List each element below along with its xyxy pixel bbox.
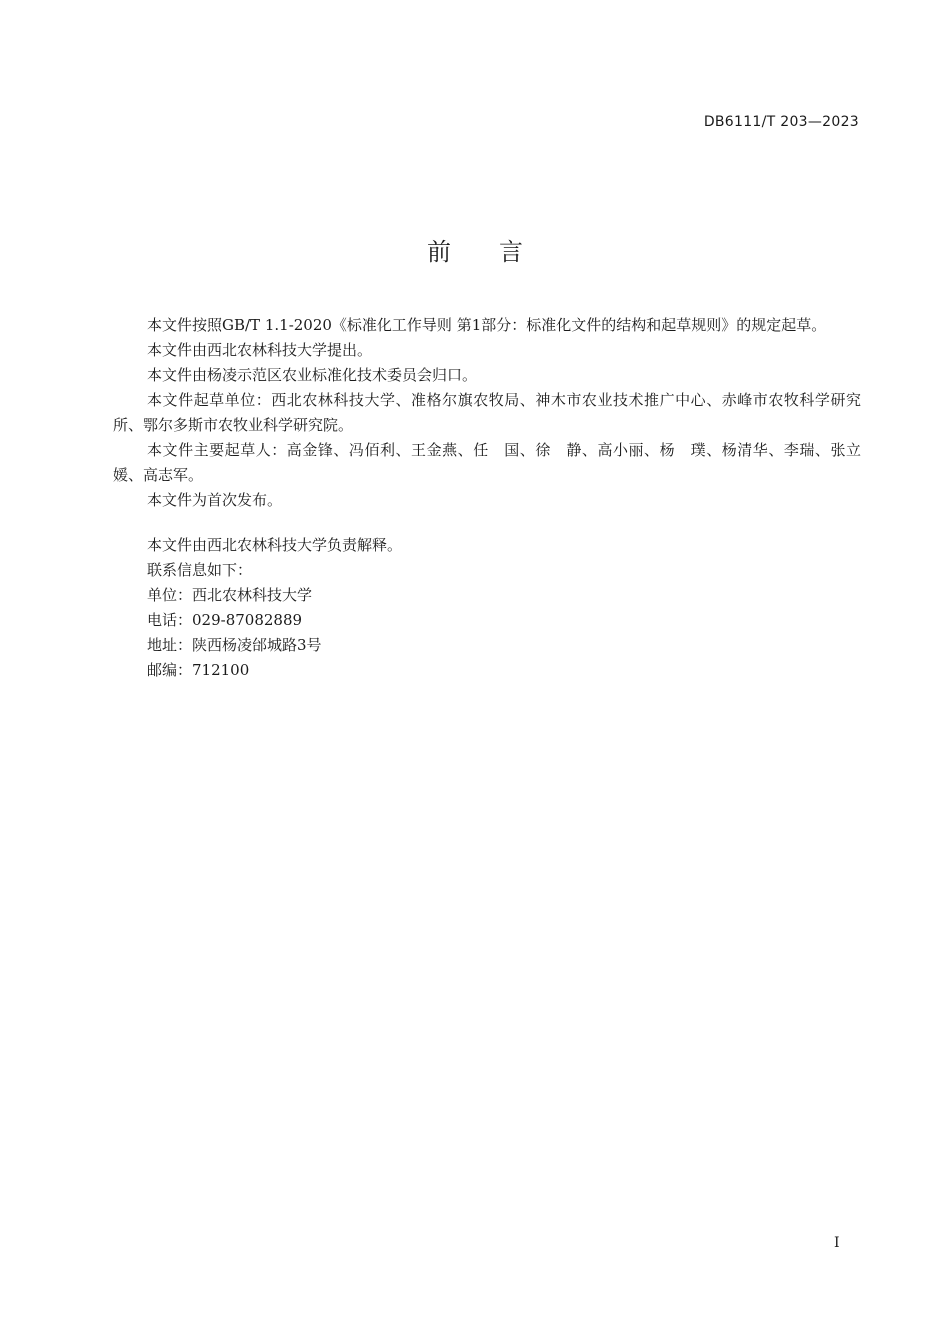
paragraph-drafting-units: 本文件起草单位：西北农林科技大学、准格尔旗农牧局、神木市农业技术推广中心、赤峰市农牧科学研究所、鄂尔多斯市农牧业科学研究院。: [113, 391, 861, 434]
contact-phone: 电话：029-87082889: [147, 611, 303, 629]
paragraph-interpretation: 本文件由西北农林科技大学负责解释。: [147, 536, 403, 554]
document-code: DB6111/T 203—2023: [703, 114, 859, 130]
paragraph-main-drafters: 本文件主要起草人：高金锋、冯佰利、王金燕、任 国、徐 静、高小丽、杨 璞、杨清华、李瑞、张立媛、高志军。: [113, 441, 861, 484]
page-number: I: [834, 1235, 840, 1251]
paragraph-proposer: 本文件由西北农林科技大学提出。: [147, 341, 373, 359]
spacer: [113, 513, 861, 533]
page-title: 前言: [427, 238, 571, 266]
foreword-body: [113, 313, 861, 683]
paragraph-first-release: 本文件为首次发布。: [147, 491, 283, 509]
paragraph-drafting-basis: 本文件按照GB/T 1.1-2020《标准化工作导则 第1部分：标准化文件的结构和起草规则》的规定起草。: [147, 316, 827, 334]
contact-unit: 单位：西北农林科技大学: [147, 586, 313, 604]
paragraph-centralized-unit: 本文件由杨凌示范区农业标准化技术委员会归口。: [147, 366, 478, 384]
contact-intro: 联系信息如下：: [147, 561, 253, 579]
contact-postcode: 邮编：712100: [147, 661, 250, 679]
contact-address: 地址：陕西杨凌邰城路3号: [147, 636, 322, 654]
